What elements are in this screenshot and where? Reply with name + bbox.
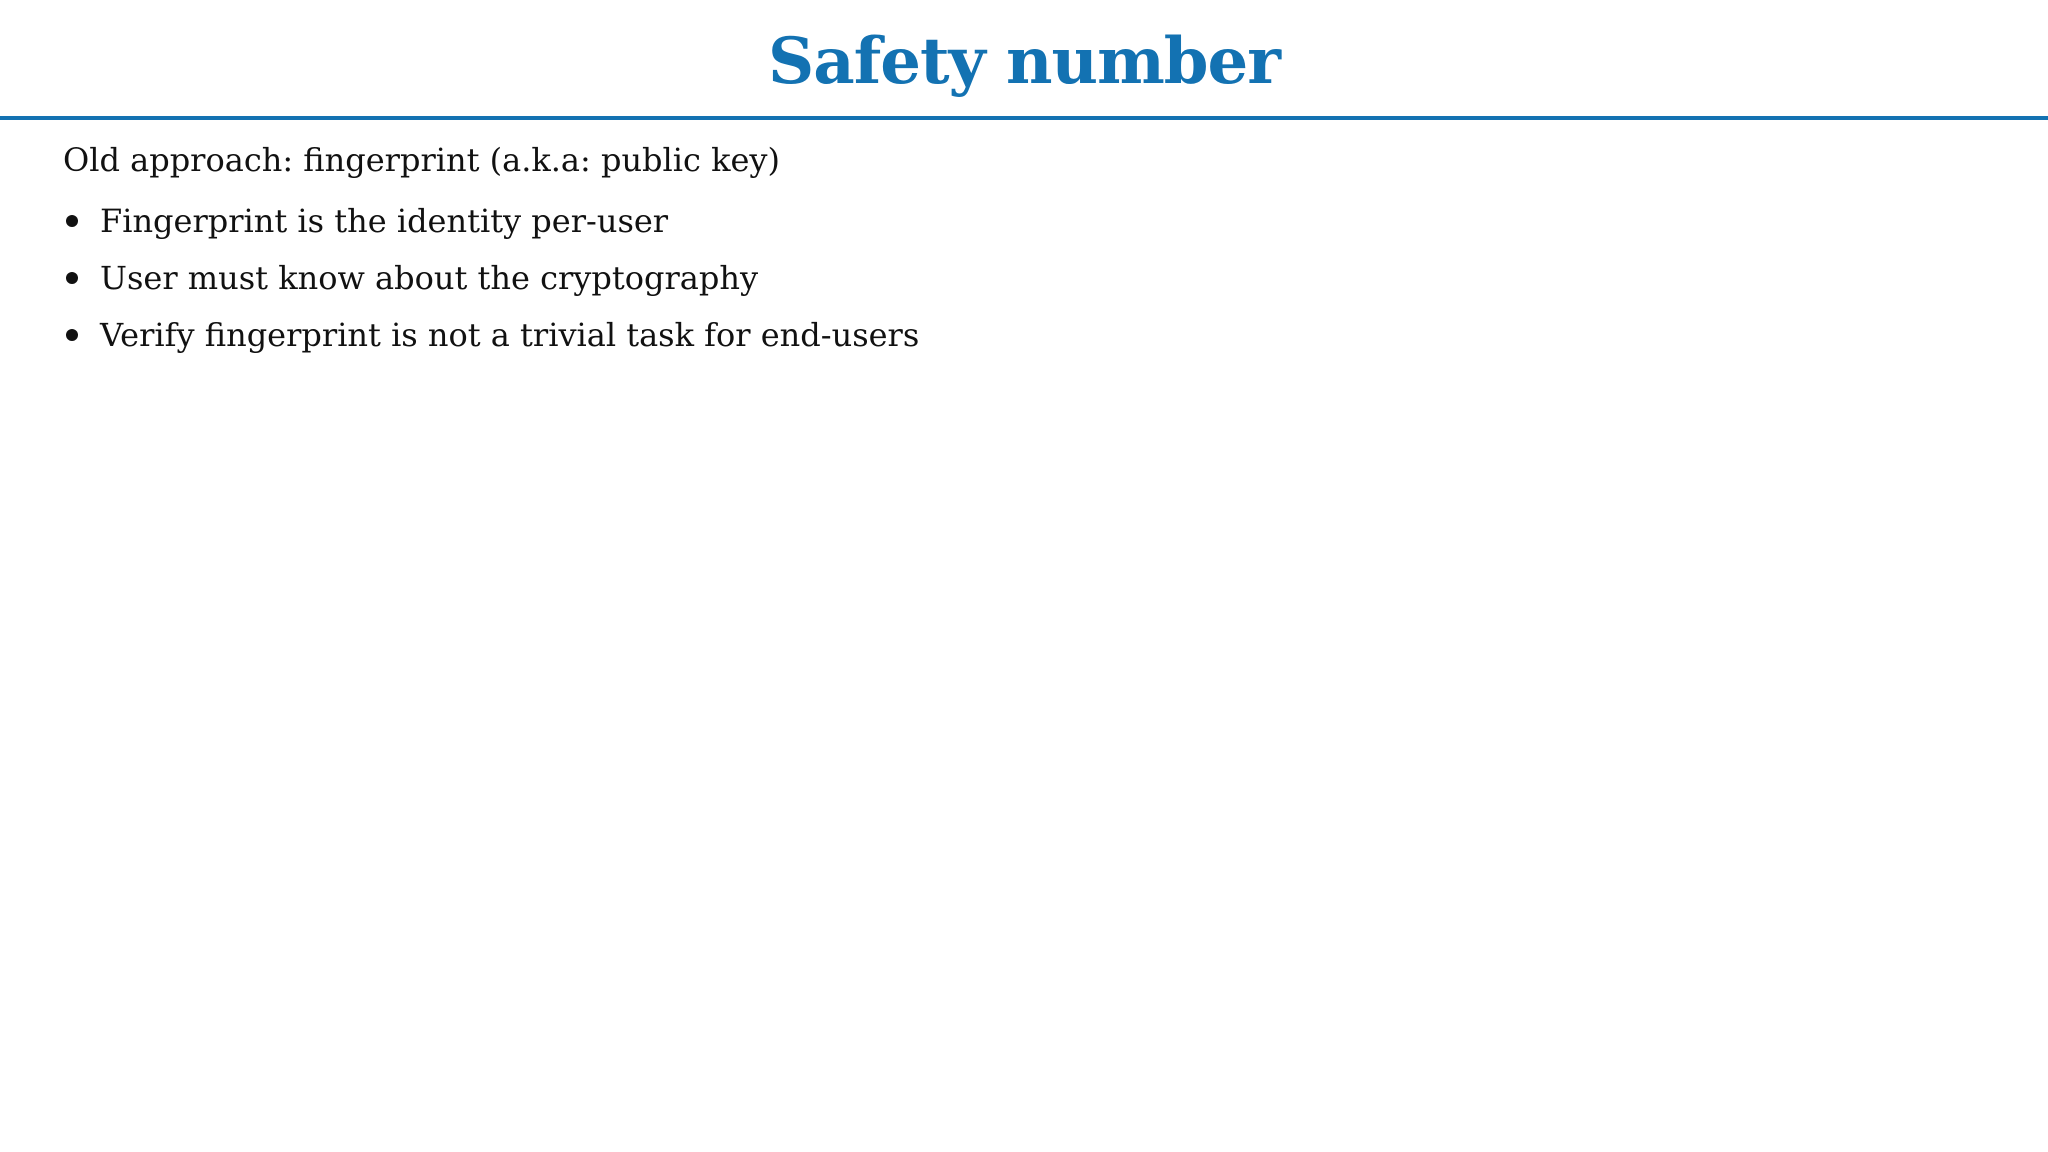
intro-text: Old approach: fingerprint (a.k.a: public key) <box>63 141 780 179</box>
bullet-item <box>63 249 1963 306</box>
bullet-item <box>63 192 1963 249</box>
bullet-icon <box>66 329 78 341</box>
slide-content <box>63 136 1963 363</box>
bullet-text: User must know about the cryptography <box>100 258 759 297</box>
bullet-text: Verify fingerprint is not a trivial task for end-users <box>100 315 920 354</box>
bullet-icon <box>66 272 78 284</box>
bullet-item <box>63 306 1963 363</box>
bullet-list <box>63 192 1963 363</box>
slide-title: Safety number <box>768 24 1280 99</box>
bullet-icon <box>66 215 78 227</box>
bullet-text: Fingerprint is the identity per-user <box>100 201 669 240</box>
title-divider <box>0 116 2048 120</box>
